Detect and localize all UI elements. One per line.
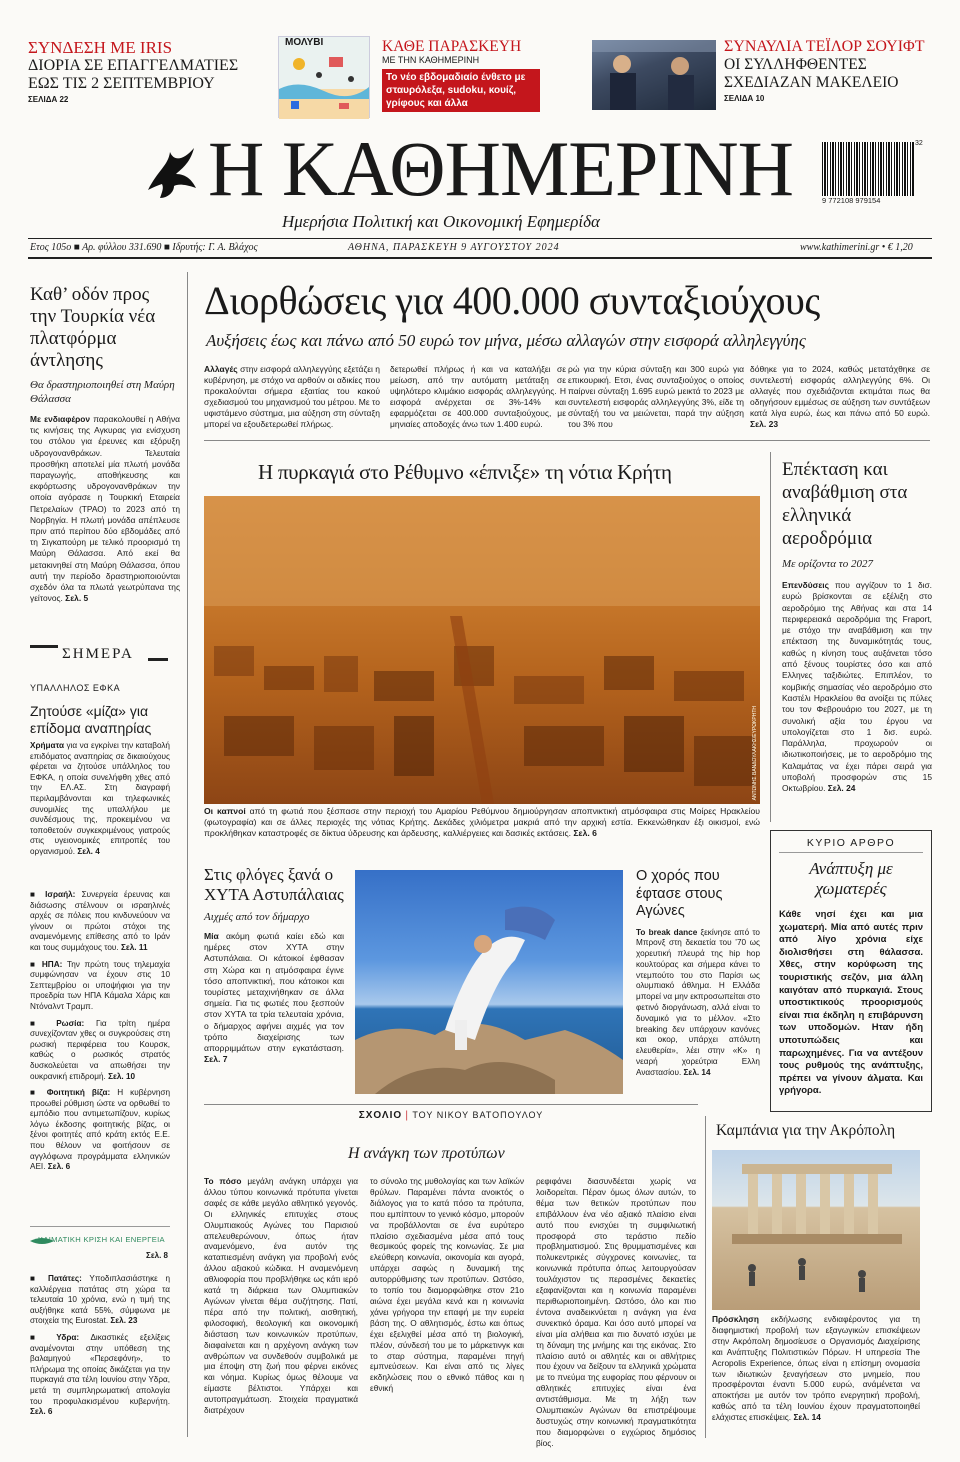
brief-israel[interactable]: ■ Ισραήλ: Συνεργεία έρευνας και διάσωσης στέλνουν οι ισραηλινές αρχές σε πόλεις που κινδυνεύουν να γίνουν οι πρώτοι στόχοι της αναμενόμενης επίθεσης από το Ιράν και τους συμμάχους του. Σελ. 11 bbox=[30, 890, 170, 952]
main-deck: Αυξήσεις έως και πάνω από 50 ευρώ τον μήνα, μέσω αλλαγών στην εισφορά αλληλεγγύης bbox=[206, 331, 806, 350]
main-headline[interactable]: Διορθώσεις για 400.000 συνταξιούχους bbox=[204, 278, 820, 323]
turkey-deck: Θα δραστηριοποιηθεί στη Μαύρη Θάλασσα bbox=[30, 379, 175, 405]
main-col-3: ρώ για την κύρια σύνταξη και 300 ευρώ για επικουρική. Ετσι, ένας συνταξιούχος ο οποίος παίρνει σύνταξη 1.695 ευρώ μεικτά το 2023 με συντελεστή εισφοράς αλληλεγγύης 3%, είδε τη σύνταξή του να μειώνεται, παρά την αύξηση του 3% που bbox=[568, 364, 744, 429]
teaser-taylor-sub: ΟΙ ΣΥΛΛΗΦΘΕΝΤΕΣ ΣΧΕΔΙΑΖΑΝ ΜΑΚΕΛΕΙΟ bbox=[724, 56, 899, 91]
brief-hydra[interactable]: ■ Υδρα: Δικαστικές εξελίξεις αναμένονται στην υπόθεση της βαλαμηγού «Περσεφόνη», το πλήρωμα της οποίας δικάζεται για την πυρκαγιά στα τέλη Ιουνίου στην Υδρα, μετά τη συμπληρωματική απολογία του προφυλακισμένου κυβερνήτη. Σελ. 6 bbox=[30, 1332, 170, 1417]
fire-caption: Οι καπνοί από τη φωτιά που ξέσπασε στην περιοχή του Αμαρίου Ρεθύμνου δημιούργησαν αποπνικτική ατμόσφαιρα στις Μοίρες Ηρακλείου (φωτογραφία) και σε άλλες περιοχές της νότιας Κρήτης. Δεκάδες χιλιόμετρα μακριά από την αρχική εστία. Εκκενώθηκαν έξι οικισμοί, ενώ προκλήθηκαν καταστροφές σε δίκτυα ύδρευσης και άρδευσης, καλλιέργειες και δασικές εκτάσεις. Σελ. 6 bbox=[204, 806, 760, 838]
main-body bbox=[204, 364, 930, 434]
main-col-2: δετερωθεί πλήρως ή και να καταλήξει σε μείωση, από την αυτόματη μετάταξη σε υψηλότερο κλιμάκιο εισφοράς αλληλεγγύης. Η εισφορά ανέρχεται σε 3%-14% και εφαρμόζεται σε 400.000 συνταξιούχους, με μηνιαίες αποδοχές άνω των 1.400 ευρώ. bbox=[390, 364, 566, 429]
airports-body: Επενδύσεις που αγγίζουν το 1 δισ. ευρώ βρίσκονται σε εξέλιξη στο αεροδρόμιο της Αθήνας και στα 14 περιφερειακά αεροδρόμια της Fraport, με στόχο την αναβάθμιση και την επέκταση της δυναμικότητάς τους, καθώς η κίνηση τους αυξάνεται τόσο από ξένους τουρίστες όσο και από Ελληνες ταξιδιώτες. Επιπλέον, το κομβικής σημασίας νέο αεροδρόμιο στο Καστέλι Ηρακλείου θα ανοίξει τις πύλες του τον Φεβρουάριο του 2027, με τη συνολική αξία του έργου να υπολογίζεται στο 1 δισ. ευρώ. Παράλληλα, προχωρούν οι ιδιωτικοποιήσεις, με το αεροδρόμιο της Καλαμάτας να έχει πάρει σειρά για υποβολή προσφορών στις 15 Οκτωβρίου. Σελ. 24 bbox=[782, 580, 932, 794]
police-crowd-icon bbox=[592, 40, 716, 110]
main-col-4: δόθηκε για το 2024, καθώς μετατάχθηκε σε συντελεστή εισφοράς αλληλεγγύης 6%. Οι αλλαγές που σχεδιάζονται εκτιμάται πως θα οδηγήσουν εμμέσως σε αύξηση των συντάξεων κατά λίγα ευρώ, έως και πάνω από 50 ευρώ. Σελ. 23 bbox=[750, 364, 930, 429]
turkey-body: Με ενδιαφέρον παρακολουθεί η Αθήνα τις κινήσεις της Αγκυρας για ενίσχυση του στόλου για έρευνες και εξόρυξη υδρογονανθράκων. Τελευταία προσθήκη αποτελεί μία πλωτή μονάδα παραγωγής, αποθήκευσης και εκφόρτωσης υδρογονανθράκων την οποία αγόρασε η Τουρκική Εταιρεία Πετρελαίων (ΤΡΑΟ) το 2023 από τη Νορβηγία. Η πλωτή μονάδα απέπλευσε πριν από περίπου δύο εβδομάδες από τη Σιγκαπούρη με τελικό προορισμό τη Μαύρη Θάλασσα. Από εκεί θα μετακινηθεί στη Μαύρη Θάλασσα, όπου αυτή την περίοδο δραστηριοποιούνται σχεδόν όλα τα πλωτά γεωτρύπανα της γείτονος. Σελ. 5 bbox=[30, 414, 180, 604]
xyta-deck: Αιχμές από τον δήμαρχο bbox=[204, 911, 310, 923]
turkey-headline[interactable]: Καθ’ οδόν προς την Τουρκία νέα πλατφόρμα άντλησης bbox=[30, 284, 156, 371]
briefs-list-2 bbox=[30, 1274, 170, 1418]
fire-headline[interactable]: Η πυρκαγιά στο Ρέθυμνο «έπνιξε» τη νότια Κρήτη bbox=[258, 460, 672, 484]
airports-deck: Με ορίζοντα το 2027 bbox=[782, 558, 873, 570]
breakdancer-icon bbox=[355, 870, 623, 1094]
teaser-puzzles[interactable] bbox=[382, 38, 542, 116]
main-col-1: Αλλαγές στην εισφορά αλληλεγγύης εξετάζει η κυβέρνηση, με στόχο να αρθούν οι αδικίες που προκαλούνται σήμερα εξαιτίας του κακού σχεδιασμού του μηχανισμού του μέτρου. Με το υφιστάμενο σύστημα, μια αύξηση στη σύνταξη μπορεί να εξουδετερωθεί πλήρως. bbox=[204, 364, 380, 429]
dateline-center: ΑΘΗΝΑ, ΠΑΡΑΣΚΕΥΗ 9 ΑΥΓΟΥΣΤΟΥ 2024 bbox=[348, 242, 560, 253]
simera-article[interactable] bbox=[30, 703, 170, 861]
comment-headline[interactable]: Η ανάγκη των προτύπων bbox=[348, 1145, 505, 1162]
comment-col-2: το σύνολο της μυθολογίας και των λαϊκών θρύλων. Παραμένει πάντα ανοικτός ο διάλογος για το κατά πόσο τα πρότυπα, που εμπίπτουν το γενικό κόσμο, μπορούν να προβάλλονται σε ένα ευρύτερο πλαίσιο σχεδιασμένα μέσα από τους θεσμικούς φορείς της κοινωνίας. Σε μια ελεύθερη κοινωνία, οικονομία και αγορά, υπάρχει σαφώς η δυναμική της αυτορρύθμισης των προτύπων. Ωστόσο, το τοπίο του διαμορφώθηκε στον 21ο αιώνα έχει μεγάλα κενά και η κοινωνία χάνει γρήγορα την επαφή με την ευρεία βάση της. Ο αθλητισμός, έστω και όπως έχει εξελιχθεί μέσα από τη βιολογική, πλέον, σύνδεσή του με το μάρκετινγκ και το σταρ σύστημα, παραμένει πηγή εμπνεύσεων. Και είναι από τις λίγες εκδηλώσεις που ο εθνικό πάθος και η εθνική bbox=[370, 1176, 524, 1394]
editorial-box[interactable] bbox=[770, 830, 932, 1112]
comment-body bbox=[204, 1176, 698, 1448]
acropolis-headline[interactable]: Καμπάνια για την Ακρόπολη bbox=[716, 1122, 896, 1139]
barcode-number: 9 772108 979154 bbox=[822, 196, 881, 205]
brief-usa[interactable]: ■ ΗΠΑ: Την πρώτη τους τηλεμαχία συμφώνησαν να έχουν στις 10 Σεπτεμβρίου οι υποψήφιοι για την προεδρία των ΗΠΑ Κάμαλα Χάρις και Ντόναλντ Τραμπ. bbox=[30, 959, 170, 1011]
teaser-puzzles-box: Το νέο εβδομαδιαίο ένθετο με σταυρόλεξα, sudoku, κουίζ, γρίφους και άλλα bbox=[382, 69, 540, 112]
teaser-iris-title: ΣΥΝΔΕΣΗ ΜΕ IRIS bbox=[28, 38, 173, 57]
city-haze-icon bbox=[204, 496, 760, 804]
comment-col-1: Το πόσο μεγάλη ανάγκη υπάρχει για άλλου τύπου κοινωνικά πρότυπα γίνεται σαφές σε κάθε μεγάλο αθλητικό γεγονός. Οι ελληνικές επιτυχίες στους Ολυμπιακούς Αγώνες του Παρισιού απελευθερώνουν, όπως ήταν αναμενόμενο, ένα αυτόν της καταπιεσμένη ανάγκη για προβολή ενός άλλου αξιακού κώδικα. Η αναμενόμενη αθλιοφορία που προβλήθηκε ως κάτι ιερό κατά τη διάρκεια των Ολυμπιακών Αγώνων γίνεται θέμα συζήτησης. Πατί, πέρα από την πολιτική, αισθητική, φιλοσοφική, θεολογική και οικονομική διάσταση των κοινωνικών προτύπων, διαφαίνεται και η αρχέγονη ανάγκη των ανθρώπων να συνδεθούν συμβολικά με μια έποψη στη ζωή που φέρνει εικόνες και νόημα. Κυρίως όμως θέλουμε να είμαστε βέλτιστοι. Υπάρχει και αυτοπραγμάτωση. Στοιχεία πραγματικά διατρέχουν bbox=[204, 1176, 358, 1416]
simera-body: Χρήματα για να εγκρίνει την καταβολή επιδόματος αναπηρίας σε δικαιούχους φέρεται να ζητούσε υπάλληλος του ΕΦΚΑ, η οποία συνελήφθη χθες από την ΕΛ.ΑΣ. Στη διαγραφή περιλαμβάνονται και τηλεφωνικές συνομιλίες της υπαλλήλου με συνδέσμους της, προκειμένου να τοποθετούν συγκεκριμένους γιατρούς στις υγειονομικές επιτροπές του οργανισμού. Σελ. 4 bbox=[30, 741, 170, 856]
comment-label: ΣΧΟΛΙΟ bbox=[358, 1110, 403, 1121]
simera-headline[interactable]: Ζητούσε «μίζα» για επίδομα αναπηρίας bbox=[30, 703, 152, 736]
breakdance-article[interactable] bbox=[636, 868, 760, 1083]
breakdance-headline[interactable]: Ο χορός που έφτασε στους Αγώνες bbox=[636, 868, 723, 919]
climate-label: ΚΛΙΜΑΤΙΚΗ ΚΡΙΣΗ ΚΑΙ ΕΝΕΡΓΕΙΑ bbox=[38, 1235, 165, 1244]
fire-photo[interactable] bbox=[204, 496, 760, 804]
acropolis-columns-icon bbox=[712, 1150, 920, 1310]
breakdance-body: Το break dance ξεκίνησε από το Μπρονξ στη δεκαετία του ’70 ως χορευτική πλευρά της hip hop κουλτούρας και σήμερα κάνει το ντεμπούτο του στο Παρίσι ως ολυμπιακό άθλημα. Η Ελλάδα μπορεί να μην εκπροσωπείται στο φετινό διοργάνωση, αλλά είναι το δυναμικό για το μέλλον. «Στο breaking δεν υπάρχουν κανόνες και οκορ, υπάρχει απόλυτη ελευθερία», λέει στην «Κ» η νεαρή χορεύτρια Ελλη Αναστασίου. Σελ. 14 bbox=[636, 927, 760, 1077]
airports-article[interactable] bbox=[782, 458, 932, 810]
masthead-title[interactable]: Η ΚΑΘΗΜΕΡΙΝΗ bbox=[208, 125, 793, 212]
teaser-iris-sub: ΔΙΟΡΙΑ ΣΕ ΕΠΑΓΓΕΛΜΑΤΙΕΣ ΕΩΣ ΤΙΣ 2 ΣΕΠΤΕΜΒΡΙΟΥ bbox=[28, 57, 239, 92]
editorial-label: ΚΥΡΙΟ ΑΡΘΡΟ bbox=[779, 837, 923, 853]
teaser-iris-page: ΣΕΛΙΔΑ 22 bbox=[28, 95, 69, 104]
xyta-article[interactable] bbox=[204, 865, 344, 1081]
brief-visa[interactable]: ■ Φοιτητική βίζα: Η κυβέρνηση προωθεί ρύθμιση ώστε να ορθωθεί το εμπόδιο που αντιμετωπίζουν, κυρίως λόγω έκδοσης φοιτητικής βίζας, οι ξένοι φοιτητές από κράτη εκτός Ε.Ε. που θέλουν να φοιτήσουν σε αγγλόφωνα προγράμματα ελληνικών ΑΕΙ. Σελ. 6 bbox=[30, 1088, 170, 1172]
left-article-turkey[interactable] bbox=[30, 284, 180, 626]
simera-kicker: ΥΠΑΛΛΗΛΟΣ ΕΦΚΑ bbox=[30, 683, 121, 693]
simera-label: ΣΗΜΕΡΑ bbox=[62, 646, 134, 662]
masthead-subtitle: Ημερήσια Πολιτική και Οικονομική Εφημερίδα bbox=[282, 212, 600, 231]
editorial-body: Κάθε νησί έχει και μια χωματερή. Μία από αυτές πριν από λίγο χρόνια είχε διολισθήσει στη θάλασσα. Χθες, στην κορύφωση της τουριστικής σεζόν, μια άλλη καιγόταν από πυρκαγιά. Στους υποστικτικούς προορισμούς είναι πια έκδηλη η επιβάρυνση των υποδομών. Ηταν ήδη υποτυπώδεις και παρωχημένες. Για να αντέξουν τους ρυθμούς της ανάπτυξης, πρέπει να γίνουν άλματα. Και γρήγορα. bbox=[779, 909, 923, 1097]
teaser-taylor-page: ΣΕΛΙΔΑ 10 bbox=[724, 94, 765, 103]
climate-banner[interactable] bbox=[30, 1226, 170, 1266]
molyvi-thumbnail[interactable] bbox=[278, 36, 370, 118]
brief-russia[interactable]: ■ Ρωσία: Για τρίτη ημέρα συνεχίζονταν χθες οι συγκρούσεις στη ρωσική περιφέρεια του Κουρσκ, καθώς ο ρωσικός στρατός δυσκολεύεται να απωθήσει την ουκρανική επιδρομή. Σελ. 10 bbox=[30, 1018, 170, 1081]
molyvi-illustration-icon bbox=[279, 49, 369, 119]
editorial-headline: Ανάπτυξη με χωματερές bbox=[809, 859, 893, 898]
teaser-puzzles-title: ΚΑΘΕ ΠΑΡΑΣΚΕΥΗ bbox=[382, 38, 522, 55]
breakdance-photo[interactable] bbox=[355, 870, 623, 1094]
xyta-body: Μία ακόμη φωτιά καίει εδώ και ημέρες στον ΧΥΤΑ στην Αστυπάλαια. Οι κάτοικοί έφθασαν στη Χώρα και η ατμόσφαιρα έγινε τόσο αποπνικτική, που κάτοικοι και τουρίστες μεταχινήθηκαν σε άλλα σημεία. Για τις φωτιές που ξεσπούν στον ΧΥΤΑ τα τρία τελευταία χρόνια, ο δήμαρχος αφήνει αιχμές για τον τρόπο διαχείρισης των απορριμμάτων στην εγκατάσταση. Σελ. 7 bbox=[204, 931, 344, 1065]
fire-photo-credit: ΑΝΤΩΝΗΣ ΒΑΝΔΟΥΛΑΚΗΣ/ΕΥΡΩΚΡΗΤΗ bbox=[752, 705, 758, 800]
teaser-puzzles-sub: ΜΕ ΤΗΝ ΚΑΘΗΜΕΡΙΝΗ bbox=[382, 55, 480, 65]
teaser-taylor-title: ΣΥΝΑΥΛΙΑ ΤΕΪΛΟΡ ΣΟΥΙΦΤ bbox=[724, 38, 925, 55]
dateline-left: Ετος 105ο ■ Αρ. φύλλου 331.690 ■ Ιδρυτής: Γ. Α. Βλάχος bbox=[30, 242, 258, 253]
comment-col-3: ρεφιφάνει διασυνδέεται χωρίς να λοιδορείται. Πέραν όμως όλων αυτών, το θέμα των θετικών προτύπων που επιβάλλουν ένα νέο αξιακό πλαίσιο είναι αυτό που ενισχύει τη συμφιλιωτική προσφορά στο τεράστιο πεδίο προβληματισμού. Στις θρυμματισμένες και πολυκεντρικές σύγχρονες κοινωνίες, τα κοινωνικά πρότυπα όπως λειτουργούσαν τουλάχιστον τις περασμένες δεκαετίες εξαφανίζονται και η κοινωνία παραμένει περιθωριοποιημένη. Ωστόσο, όλο και πιο έντονα αναδεικνύεται η ανάγκη για ένα συνεκτικό όραμα. Και όσο αυτό μπορεί να είναι μία αλήθεια και πιο δυνατό ισχύει με τη δύναμη της μνήμης και της εικόνας. Στο πλαίσιο αυτό οι αθλητές και οι αθλήτριες που έχουν να δείξουν τα ελληνικά χρώματα με το πνεύμα της ευφορίας που φέρνουν οι αθλητικές επιτυχίες είναι ένα αντιστάθμισμα. Με τη λήξη των Ολυμπιακών Αγώνων θα επιστρέψουμε δυστυχώς στην κοινωνική πραγματικότητα που διαμορφώνει ο εγχώριος δημόσιος βίος. bbox=[536, 1176, 696, 1448]
barcode-issue-code: 32 bbox=[915, 140, 923, 147]
climate-ref: Σελ. 8 bbox=[146, 1251, 168, 1260]
comment-author: ΤΟΥ ΝΙΚΟΥ ΒΑΤΟΠΟΥΛΟΥ bbox=[412, 1110, 544, 1120]
brief-potatoes[interactable]: ■ Πατάτες: Υποδιπλασιάστηκε η καλλιέργεια πατάτας στη χώρα τα τελευταία 10 χρόνια, ενώ η τιμή της αυξήθηκε κατά 55%, σύμφωνα με στοιχεία της Eurostat. Σελ. 23 bbox=[30, 1274, 170, 1326]
teaser-taylor[interactable] bbox=[724, 38, 932, 112]
briefs-list bbox=[30, 890, 170, 1173]
taylor-swift-photo[interactable] bbox=[592, 40, 716, 110]
barcode bbox=[822, 140, 923, 206]
acropolis-body: Πρόσκληση εκδήλωσης ενδιαφέροντος για τη διαφημιστική προβολή των εξαγωγικών επισκέψεων στην Ακρόπολη δημοσίευσε ο Οργανισμός Διαχείρισης και Ανάπτυξης Πολιτιστικών Πόρων. Η υπηρεσία The Acropolis Experience, όπως είναι η επίσημη ονομασία των ιδιωτικών ξεναγήσεων στο μνημείο, που προσφέρονται έναντι 5.000 ευρώ, ανάμένεται να αποκτήσει με αυτόν τον τρόπο ενεργητική προβολή, καθώς από τα τέλη Ιουνίου έχουν πραγματοποιηθεί ελάχιστες επισκέψεις. Σελ. 14 bbox=[712, 1314, 920, 1423]
masthead-emblem-icon bbox=[140, 140, 202, 202]
molyvi-logo: ΜΟΛΥΒΙ bbox=[285, 37, 324, 48]
acropolis-photo[interactable] bbox=[712, 1150, 920, 1310]
xyta-headline[interactable]: Στις φλόγες ξανά ο ΧΥΤΑ Αστυπάλαιας bbox=[204, 865, 344, 904]
comment-header: ΣΧΟΛΙΟ | ΤΟΥ ΝΙΚΟΥ ΒΑΤΟΠΟΥΛΟΥ bbox=[358, 1110, 544, 1121]
dateline-right: www.kathimerini.gr • € 1,20 bbox=[800, 242, 913, 253]
airports-headline[interactable]: Επέκταση και αναβάθμιση στα ελληνικά αεροδρόμια bbox=[782, 459, 908, 549]
teaser-iris[interactable] bbox=[28, 38, 253, 112]
